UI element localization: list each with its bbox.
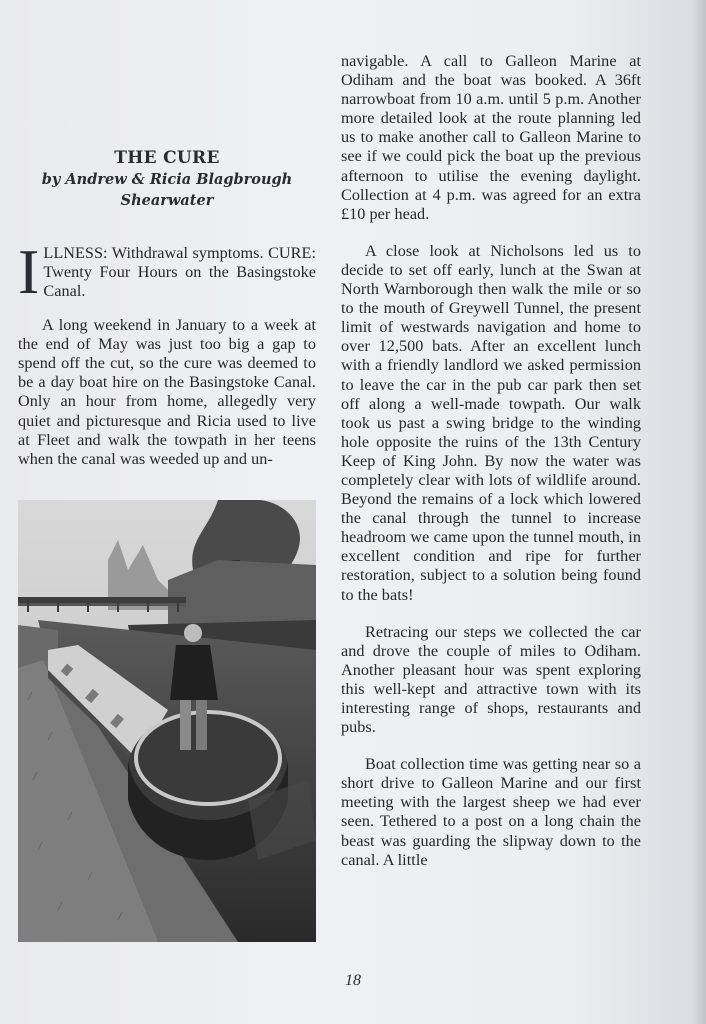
- article-byline: by Andrew & Ricia Blagbrough: [41, 171, 293, 188]
- drop-cap: I: [18, 236, 40, 307]
- left-column: [18, 40, 316, 469]
- page-number: 18: [345, 972, 361, 989]
- article-byline-boat: Shearwater: [120, 192, 214, 209]
- paragraph-4: Retracing our steps we collected the car and drove the couple of miles to Odiham. Another pleasant hour was spent exploring this well-kept and attractive town with its interesting range of shops, restaurants and pubs.: [341, 622, 641, 737]
- narrowboat-photo: [18, 500, 316, 942]
- intro-paragraph: [18, 236, 316, 307]
- article-heading: [18, 148, 316, 210]
- paragraph-5: Boat collection time was getting near so a short drive to Galleon Marine and our first meeting with the largest sheep we had ever seen. Tethered to a post on a long chain the beast was guarding the slipway down to the canal. A little: [341, 755, 641, 869]
- page-edge-shadow: [692, 0, 706, 1024]
- paragraph-3: A close look at Nicholsons led us to decide to set off early, lunch at the Swan at North Warnborough then walk the mile or so to the mouth of Greywell Tunnel, the present limit of westwards navigation and home to over 12,500 bats. After an excellent lunch with a friendly landlord we asked permission to leave the car in the pub car park then set off along a well-made towpath. Our walk took us past a swing bridge to the winding hole opposite the ruins of the 13th Century Keep of King John. By now the water was completely clear with lots of wildlife around. Beyond the remains of a lock which lowered the canal through the tunnel to increase headroom we came upon the tunnel mouth, in excellent condition and ripe for further restoration, subject to a solution being found to the bats!: [341, 241, 641, 604]
- paragraph-1: A long weekend in January to a week at the end of May was just too big a gap to spend off the cut, so the cure was deemed to be a day boat hire on the Basingstoke Canal. Only an hour from home, allegedly very quiet and picturesque and Ricia used to live at Fleet and walk the towpath in her teens when the canal was weeded up and un-: [18, 315, 316, 469]
- article-title: THE CURE: [114, 148, 220, 168]
- paragraph-2: navigable. A call to Galleon Marine at Odiham and the boat was booked. A 36ft narrowboat from 10 a.m. until 5 p.m. Another more detailed look at the route planning led us to make another call to Galleon Marine to see if we could pick the boat up the previous afternoon to utilise the evening daylight. Collection at 4 p.m. was agreed for an extra £10 per head.: [341, 52, 641, 223]
- intro-text: LLNESS: Withdrawal symptoms. CURE: Twenty Four Hours on the Basingstoke Canal.: [43, 244, 316, 301]
- right-column: [341, 52, 641, 870]
